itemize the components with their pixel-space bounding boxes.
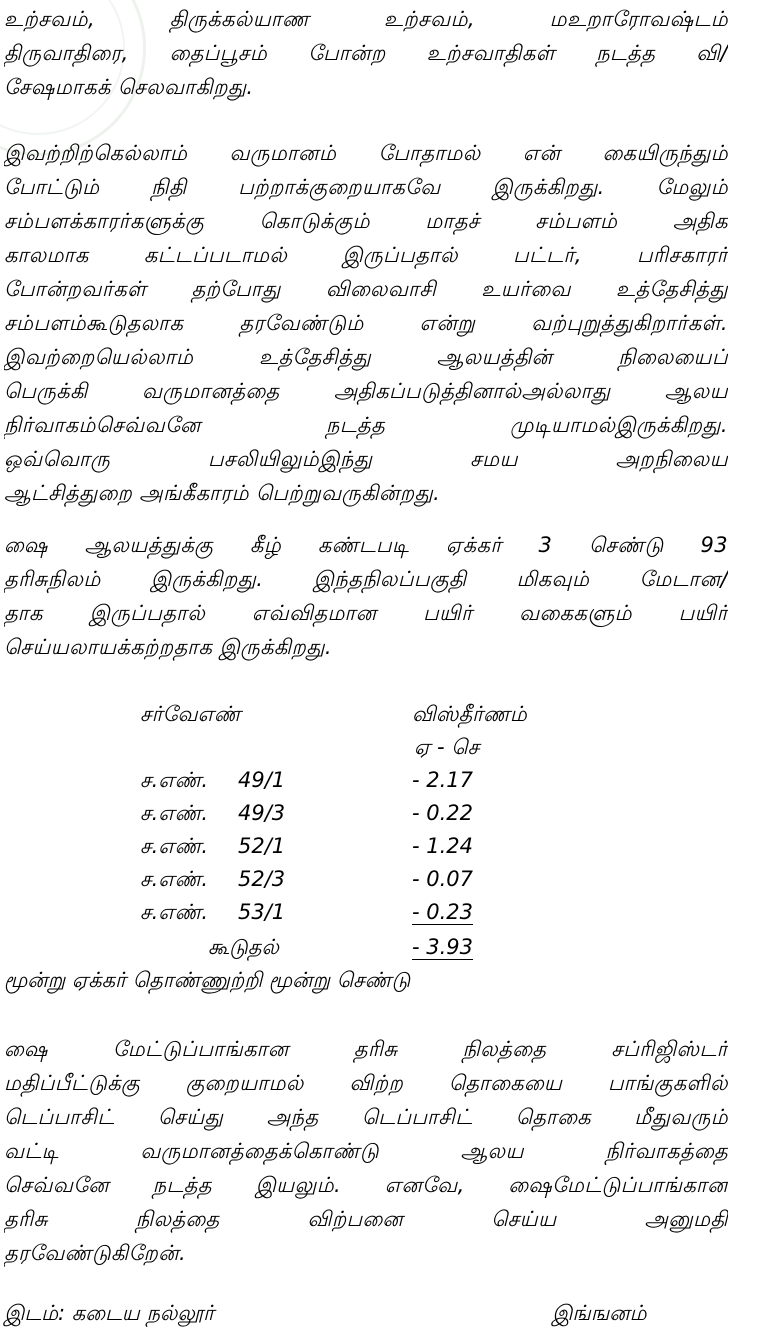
text-line: உற்சவம், திருக்கல்யாண உற்சவம், மஉறாரோவஷ்டம் xyxy=(4,7,728,31)
text-line: வட்டி வருமானத்தைக்கொண்டு ஆலய நிர்வாகத்தை xyxy=(4,1139,728,1163)
survey-area: - 0.23 xyxy=(412,900,474,924)
survey-area: - 2.17 xyxy=(412,768,474,792)
text-line: டெப்பாசிட் செய்து அந்த டெப்பாசிட் தொகை மீதுவரும் xyxy=(4,1105,728,1129)
text-line: தாக இருப்பதால் எவ்விதமான பயிர் வகைகளும் பயிர் xyxy=(4,601,728,625)
survey-area: - 0.07 xyxy=(412,867,474,891)
survey-prefix: ச.எண். xyxy=(140,834,209,858)
text-line: ஷை ஆலயத்துக்கு கீழ் கண்டபடி ஏக்கர் 3 செண்டு 93 xyxy=(4,533,728,557)
survey-prefix: ச.எண். xyxy=(140,801,209,825)
survey-number: 52/3 xyxy=(238,867,286,891)
text-line: தரவேண்டுகிறேன். xyxy=(4,1241,187,1265)
survey-area: - 1.24 xyxy=(412,834,474,858)
text-line: மதிப்பீட்டுக்கு குறையாமல் விற்ற தொகையை பாங்குகளில் xyxy=(4,1071,728,1095)
text-line: செவ்வனே நடத்த இயலும். எனவே, ஷைமேட்டுப்பாங்கான xyxy=(4,1173,728,1197)
paragraph-land-description xyxy=(4,528,728,664)
text-line: காலமாக கட்டப்படாமல் இருப்பதால் பட்டர், பரிசகாரர் xyxy=(4,243,728,267)
survey-prefix: ச.எண். xyxy=(140,867,209,891)
text-line: போன்றவர்கள் தற்போது விலைவாசி உயர்வை உத்தேசித்து xyxy=(4,277,728,301)
text-line: நிர்வாகம்செவ்வனே நடத்த முடியாமல்இருக்கிறது. xyxy=(4,413,728,437)
text-line: இவற்றிற்கெல்லாம் வருமானம் போதாமல் என் கையிருந்தும் xyxy=(4,141,728,165)
text-line: பெருக்கி வருமானத்தை அதிகப்படுத்தினால்அல்லாது ஆலய xyxy=(4,379,728,403)
survey-number: 53/1 xyxy=(238,900,286,924)
text-line: தரிசுநிலம் இருக்கிறது. இந்தநிலப்பகுதி மிகவும் மேடான/ xyxy=(4,567,728,591)
extent-header: விஸ்தீர்ணம் xyxy=(412,702,527,726)
text-line: ஒவ்வொரு பசலியிலும்இந்து சமய அறநிலைய xyxy=(4,447,728,471)
text-line: திருவாதிரை, தைப்பூசம் போன்ற உற்சவாதிகள் நடத்த வி/ xyxy=(4,41,728,65)
total-value: - 3.93 xyxy=(412,935,474,959)
total-label: கூடுதல் xyxy=(208,935,279,959)
text-line: சம்பளக்காரர்களுக்கு கொடுக்கும் மாதச் சம்பளம் அதிக xyxy=(4,209,728,233)
survey-prefix: ச.எண். xyxy=(140,768,209,792)
text-line: ஆட்சித்துறை அங்கீகாரம் பெற்றுவருகின்றது. xyxy=(4,481,441,505)
survey-prefix: ச.எண். xyxy=(140,900,209,924)
text-line: சேஷமாகக் செலவாகிறது. xyxy=(4,75,254,99)
paragraph-sale-request xyxy=(4,1032,728,1270)
survey-number-header: சர்வேஎண் xyxy=(140,702,241,726)
text-line: சம்பளம்கூடுதலாக தரவேண்டும் என்று வற்புறுத்துகிறார்கள். xyxy=(4,311,728,335)
text-line: தரிசு நிலத்தை விற்பனை செய்ய அனுமதி xyxy=(4,1207,728,1231)
text-line: இவற்றையெல்லாம் உத்தேசித்து ஆலயத்தின் நிலையைப் xyxy=(4,345,728,369)
unit-header: ஏ - செ xyxy=(414,735,480,759)
survey-area: - 0.22 xyxy=(412,801,474,825)
total-in-words: மூன்று ஏக்கர் தொண்ணுற்றி மூன்று செண்டு xyxy=(4,968,411,992)
text-line: ஷை மேட்டுப்பாங்கான தரிசு நிலத்தை சப்ரிஜிஸ்டர் xyxy=(4,1037,728,1061)
text-line: போட்டும் நிதி பற்றாக்குறையாகவே இருக்கிறது. மேலும் xyxy=(4,175,728,199)
text-line: செய்யலாயக்கற்றதாக இருக்கிறது. xyxy=(4,635,332,659)
paragraph-festivals xyxy=(4,2,728,104)
paragraph-income-shortfall xyxy=(4,136,728,510)
closing-line: இங்ஙனம் xyxy=(552,1301,647,1325)
survey-number: 49/1 xyxy=(238,768,286,792)
place-line: இடம்: கடைய நல்லூர் xyxy=(4,1301,215,1325)
survey-number: 49/3 xyxy=(238,801,286,825)
survey-number: 52/1 xyxy=(238,834,286,858)
